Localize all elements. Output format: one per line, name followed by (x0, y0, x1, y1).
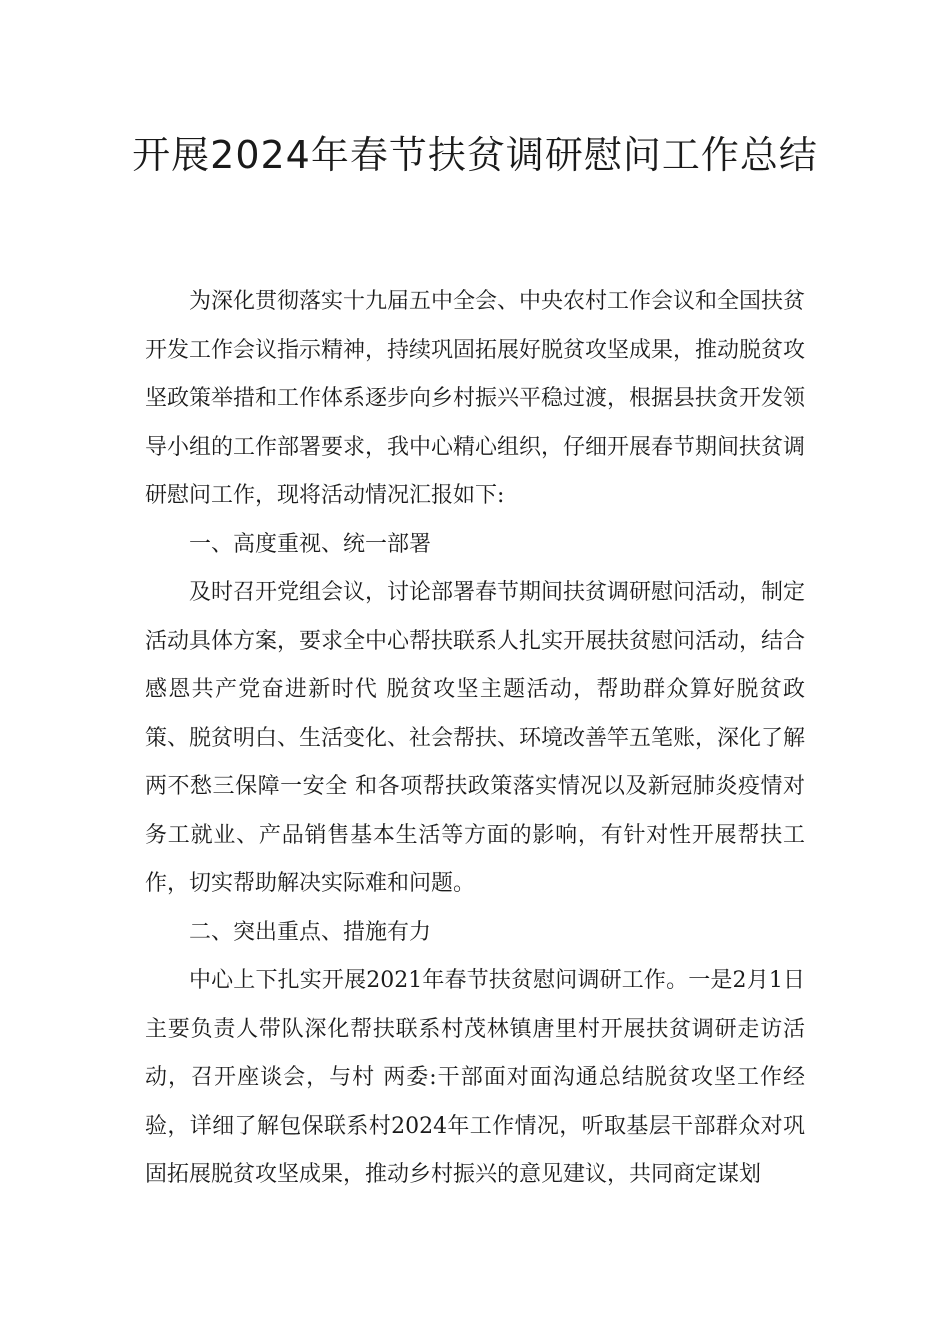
paragraph-intro: 为深化贯彻落实十九届五中全会、中央农村工作会议和全国扶贫开发工作会议指示精神，持续巩固拓展好脱贫攻坚成果，推动脱贫攻坚政策举措和工作体系逐步向乡村振兴平稳过渡，根据县扶贪开发领导小组的工作部署要求，我中心精心组织，仔细开展春节期间扶贫调研慰问工作，现将活动情况汇报如下: (145, 289, 806, 508)
document-title: 开展2024年春节扶贫调研慰问工作总结 (132, 133, 818, 177)
section-heading-1: 一、高度重视、统一部署 (189, 531, 432, 557)
section-heading-2: 二、突出重点、措施有力 (189, 919, 432, 945)
document-body (145, 278, 805, 1200)
paragraph-section-1: 及时召开党组会议，讨论部署春节期间扶贫调研慰问活动，制定活动具体方案，要求全中心帮扶联系人扎实开展扶贫慰问活动，结合 感恩共产党奋进新时代 脱贫攻坚主题活动，帮助群众算好脱贫政策、脱贫明白、生活变化、社会帮扶、环境改善竿五笔账，深化了解 两不愁三保障一安全 和各项帮扶政策落实情况以及新冠肺炎疫情对务工就业、产品销售基本生活等方面的影响，有针对性开展帮扶工作，切实帮助解决实际难和问题。 (145, 580, 806, 896)
paragraph-section-2: 中心上下扎实开展2021年春节扶贫慰问调研工作。一是2月1日主要负责人带队深化帮扶联系村茂林镇唐里村开展扶贫调研走访活动，召开座谈会，与村 两委:干部面对面沟通总结脱贫攻坚工作经验，详细了解包保联系村2024年工作情况，听取基层干部群众对巩固拓展脱贫攻坚成果，推动乡村振兴的意见建议，共同商定谋划 (145, 968, 805, 1187)
